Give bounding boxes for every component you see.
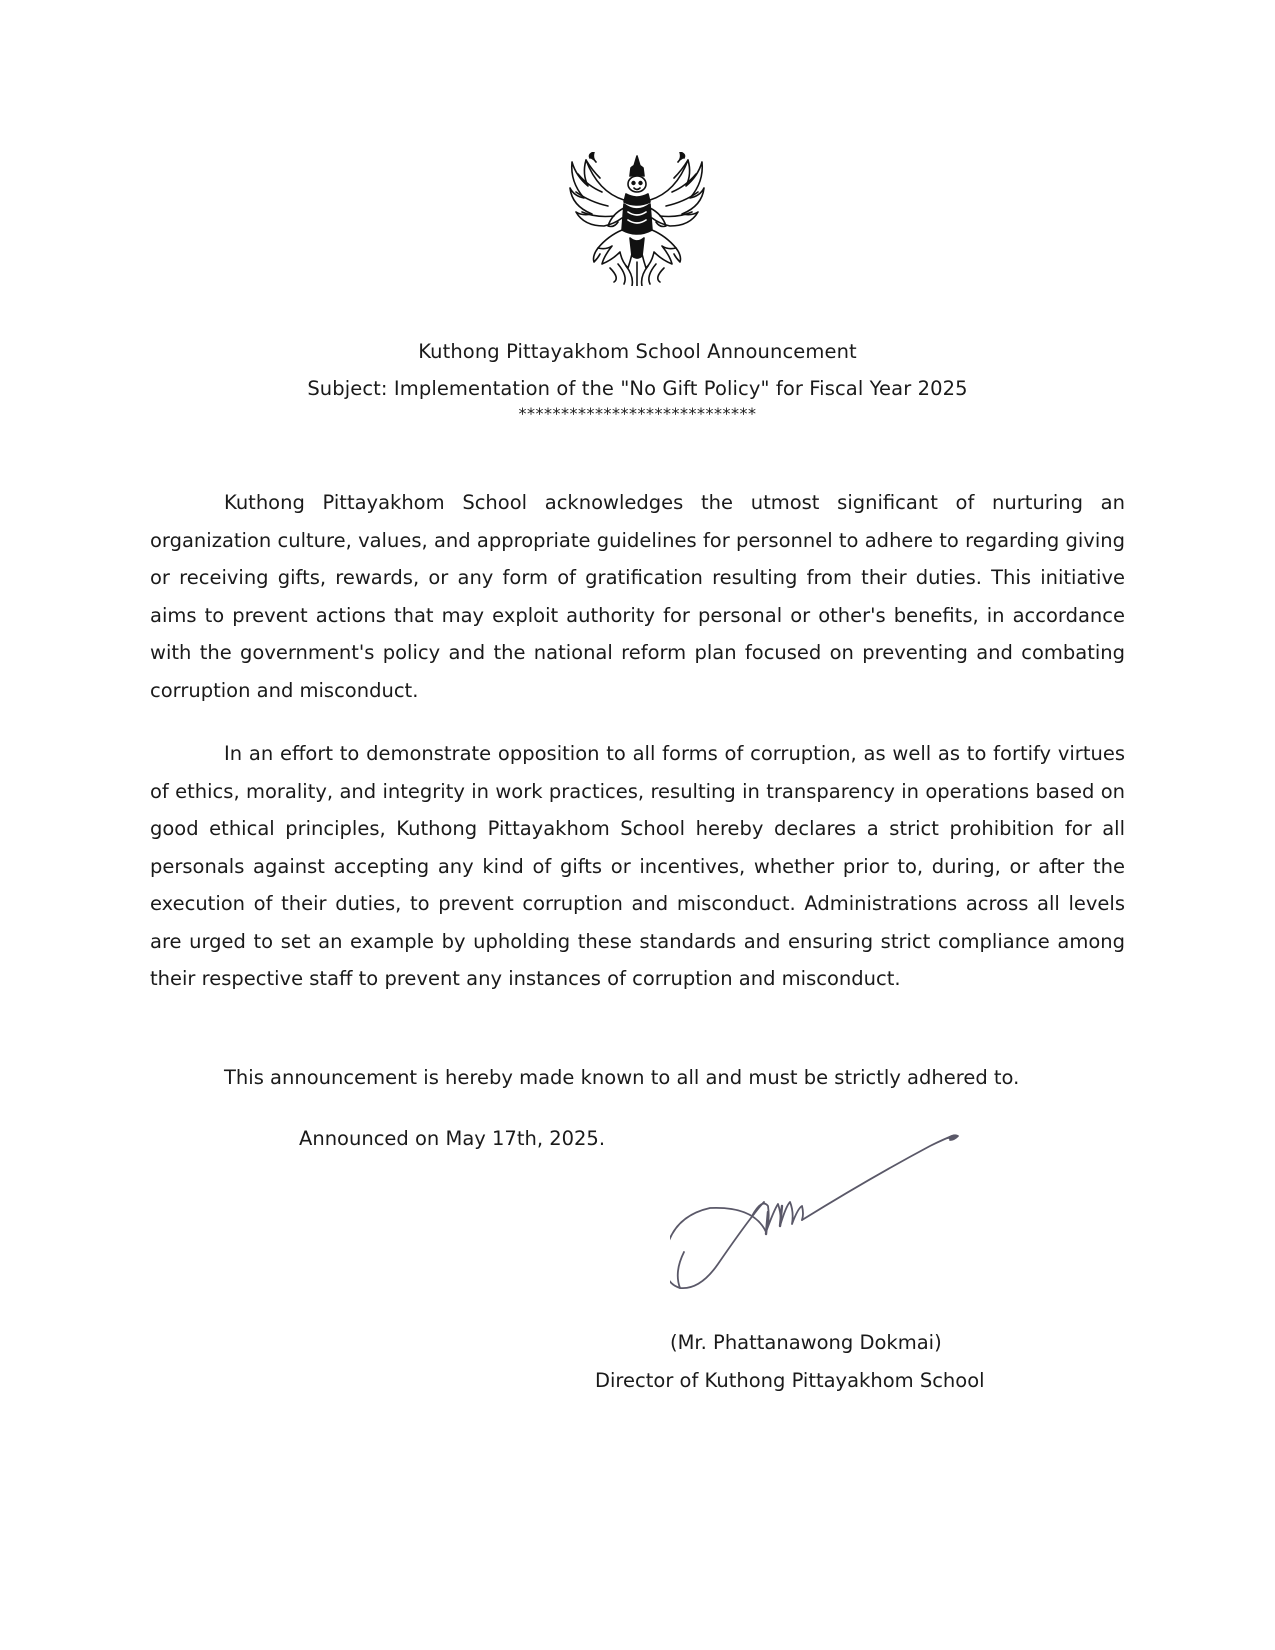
garuda-emblem-icon	[568, 152, 706, 286]
signatory-name: (Mr. Phattanawong Dokmai)	[670, 1331, 942, 1354]
body-paragraph-2: In an effort to demonstrate opposition to all forms of corruption, as well as to fortify virtues of ethics, morality, and integrity in work practices, resulting in transparency in operations based on good ethical principles, Kuthong Pittayakhom School hereby declares a strict prohibition for all personals against accepting any kind of gifts or incentives, whether prior to, during, or after the execution of their duties, to prevent corruption and misconduct. Administrations across all levels are urged to set an example by upholding these standards and ensuring strict compliance among their respective staff to prevent any instances of corruption and misconduct.	[150, 742, 1125, 990]
signatory-title: Director of Kuthong Pittayakhom School	[595, 1369, 985, 1392]
body-paragraph-3: This announcement is hereby made known to all and must be strictly adhered to.	[224, 1066, 1020, 1089]
body-paragraph-1: Kuthong Pittayakhom School acknowledges the utmost significant of nurturing an organization culture, values, and appropriate guidelines for personnel to adhere to regarding giving or receiving gifts, rewards, or any form of gratification resulting from their duties. This initiative aims to prevent actions that may exploit authority for personal or other's benefits, in accordance with the government's policy and the national reform plan focused on preventing and combating corruption and misconduct.	[150, 491, 1125, 702]
announcement-date: Announced on May 17th, 2025.	[299, 1127, 606, 1150]
header-separator: ****************************	[518, 404, 757, 423]
announcement-title: Kuthong Pittayakhom School Announcement	[418, 340, 857, 363]
handwritten-signature	[670, 1132, 1010, 1342]
announcement-subject: Subject: Implementation of the "No Gift Policy" for Fiscal Year 2025	[307, 377, 968, 400]
